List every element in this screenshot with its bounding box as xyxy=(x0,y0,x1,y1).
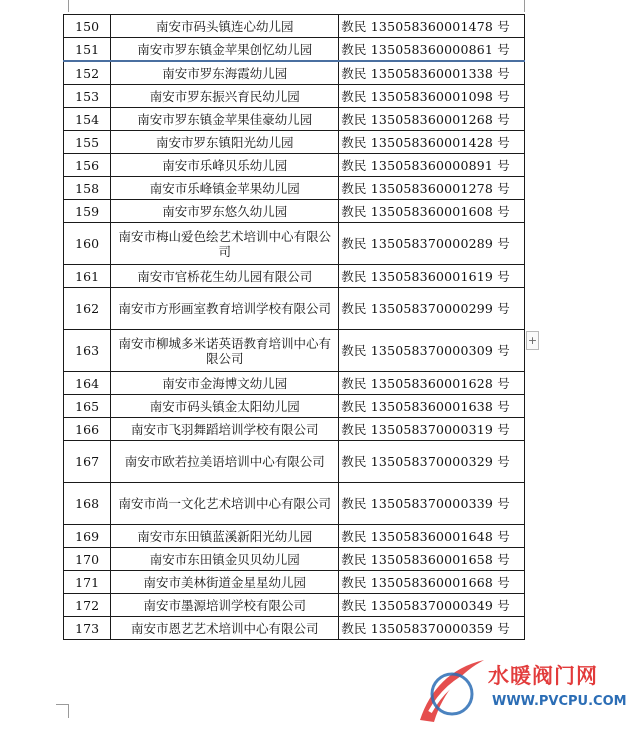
row-number: 151 xyxy=(64,38,111,62)
license-number: 教民 135058360001628 号 xyxy=(339,372,525,395)
row-number: 170 xyxy=(64,548,111,571)
table-row[interactable] xyxy=(64,223,525,265)
row-number: 152 xyxy=(64,61,111,85)
row-number: 162 xyxy=(64,288,111,330)
row-number: 169 xyxy=(64,525,111,548)
license-number: 教民 135058370000289 号 xyxy=(339,223,525,265)
watermark-title: 水暖阀门网 xyxy=(488,664,598,688)
institution-name: 南安市码头镇连心幼儿园 xyxy=(111,15,339,38)
license-number: 教民 135058360000891 号 xyxy=(339,154,525,177)
table-row[interactable] xyxy=(64,395,525,418)
license-number: 教民 135058360001619 号 xyxy=(339,265,525,288)
row-number: 158 xyxy=(64,177,111,200)
institution-name: 南安市罗东悠久幼儿园 xyxy=(111,200,339,223)
license-number: 教民 135058360001658 号 xyxy=(339,548,525,571)
license-number: 教民 135058360001638 号 xyxy=(339,395,525,418)
institution-name: 南安市乐峰镇金苹果幼儿园 xyxy=(111,177,339,200)
row-number: 164 xyxy=(64,372,111,395)
license-number: 教民 135058360000861 号 xyxy=(339,38,525,62)
institution-name: 南安市罗东海霞幼儿园 xyxy=(111,61,339,85)
row-number: 173 xyxy=(64,617,111,640)
table-row[interactable] xyxy=(64,617,525,640)
institution-name: 南安市柳城多米诺英语教育培训中心有限公司 xyxy=(111,330,339,372)
institution-name: 南安市罗东振兴育民幼儿园 xyxy=(111,85,339,108)
watermark-url: WWW.PVCPU.COM xyxy=(492,694,627,709)
row-number: 156 xyxy=(64,154,111,177)
license-number: 教民 135058360001338 号 xyxy=(339,61,525,85)
license-number: 教民 135058370000299 号 xyxy=(339,288,525,330)
license-number: 教民 135058370000349 号 xyxy=(339,594,525,617)
license-number: 教民 135058370000319 号 xyxy=(339,418,525,441)
row-number: 163 xyxy=(64,330,111,372)
crop-mark-bottom-left-h xyxy=(56,704,68,705)
crop-mark-top-right xyxy=(524,0,525,12)
table-row[interactable] xyxy=(64,441,525,483)
row-number: 160 xyxy=(64,223,111,265)
institution-name: 南安市罗东镇阳光幼儿园 xyxy=(111,131,339,154)
table-row[interactable] xyxy=(64,548,525,571)
institution-name: 南安市美林街道金星星幼儿园 xyxy=(111,571,339,594)
table-row[interactable] xyxy=(64,108,525,131)
add-row-button[interactable]: + xyxy=(526,331,539,350)
table-row[interactable] xyxy=(64,200,525,223)
institution-name: 南安市码头镇金太阳幼儿园 xyxy=(111,395,339,418)
table-row[interactable] xyxy=(64,594,525,617)
table-row[interactable] xyxy=(64,571,525,594)
row-number: 150 xyxy=(64,15,111,38)
table-row[interactable] xyxy=(64,15,525,38)
license-number: 教民 135058360001478 号 xyxy=(339,15,525,38)
license-number: 教民 135058360001608 号 xyxy=(339,200,525,223)
license-table[interactable] xyxy=(63,14,525,640)
table-row[interactable] xyxy=(64,177,525,200)
institution-name: 南安市欧若拉美语培训中心有限公司 xyxy=(111,441,339,483)
license-number: 教民 135058360001428 号 xyxy=(339,131,525,154)
table-row[interactable] xyxy=(64,372,525,395)
license-number: 教民 135058360001268 号 xyxy=(339,108,525,131)
table-row[interactable] xyxy=(64,131,525,154)
table-row[interactable] xyxy=(64,85,525,108)
license-number: 教民 135058360001648 号 xyxy=(339,525,525,548)
table-row[interactable] xyxy=(64,288,525,330)
row-number: 172 xyxy=(64,594,111,617)
table-row[interactable] xyxy=(64,418,525,441)
institution-name: 南安市尚一文化艺术培训中心有限公司 xyxy=(111,483,339,525)
row-number: 159 xyxy=(64,200,111,223)
row-number: 166 xyxy=(64,418,111,441)
license-number: 教民 135058360001098 号 xyxy=(339,85,525,108)
institution-name: 南安市乐峰贝乐幼儿园 xyxy=(111,154,339,177)
site-watermark xyxy=(412,650,627,732)
watermark-logo-icon xyxy=(412,650,492,730)
license-number: 教民 135058360001668 号 xyxy=(339,571,525,594)
institution-name: 南安市金海博文幼儿园 xyxy=(111,372,339,395)
row-number: 161 xyxy=(64,265,111,288)
license-number: 教民 135058370000339 号 xyxy=(339,483,525,525)
institution-name: 南安市梅山爱色绘艺术培训中心有限公司 xyxy=(111,223,339,265)
row-number: 153 xyxy=(64,85,111,108)
institution-name: 南安市墨源培训学校有限公司 xyxy=(111,594,339,617)
row-number: 168 xyxy=(64,483,111,525)
table-row[interactable] xyxy=(64,61,525,85)
row-number: 171 xyxy=(64,571,111,594)
license-number: 教民 135058370000309 号 xyxy=(339,330,525,372)
table-row[interactable] xyxy=(64,38,525,62)
institution-name: 南安市恩艺艺术培训中心有限公司 xyxy=(111,617,339,640)
license-number: 教民 135058360001278 号 xyxy=(339,177,525,200)
table-row[interactable] xyxy=(64,525,525,548)
crop-mark-bottom-left-v xyxy=(68,704,69,718)
row-number: 165 xyxy=(64,395,111,418)
table-row[interactable] xyxy=(64,265,525,288)
table-row[interactable] xyxy=(64,483,525,525)
institution-name: 南安市东田镇金贝贝幼儿园 xyxy=(111,548,339,571)
license-number: 教民 135058370000359 号 xyxy=(339,617,525,640)
institution-name: 南安市方形画室教育培训学校有限公司 xyxy=(111,288,339,330)
institution-name: 南安市东田镇蓝溪新阳光幼儿园 xyxy=(111,525,339,548)
row-number: 167 xyxy=(64,441,111,483)
institution-name: 南安市官桥花生幼儿园有限公司 xyxy=(111,265,339,288)
license-number: 教民 135058370000329 号 xyxy=(339,441,525,483)
institution-name: 南安市飞羽舞蹈培训学校有限公司 xyxy=(111,418,339,441)
crop-mark-top-left xyxy=(68,0,69,12)
table-row[interactable] xyxy=(64,330,525,372)
institution-name: 南安市罗东镇金苹果佳豪幼儿园 xyxy=(111,108,339,131)
row-number: 154 xyxy=(64,108,111,131)
table-row[interactable] xyxy=(64,154,525,177)
institution-name: 南安市罗东镇金苹果创忆幼儿园 xyxy=(111,38,339,62)
row-number: 155 xyxy=(64,131,111,154)
